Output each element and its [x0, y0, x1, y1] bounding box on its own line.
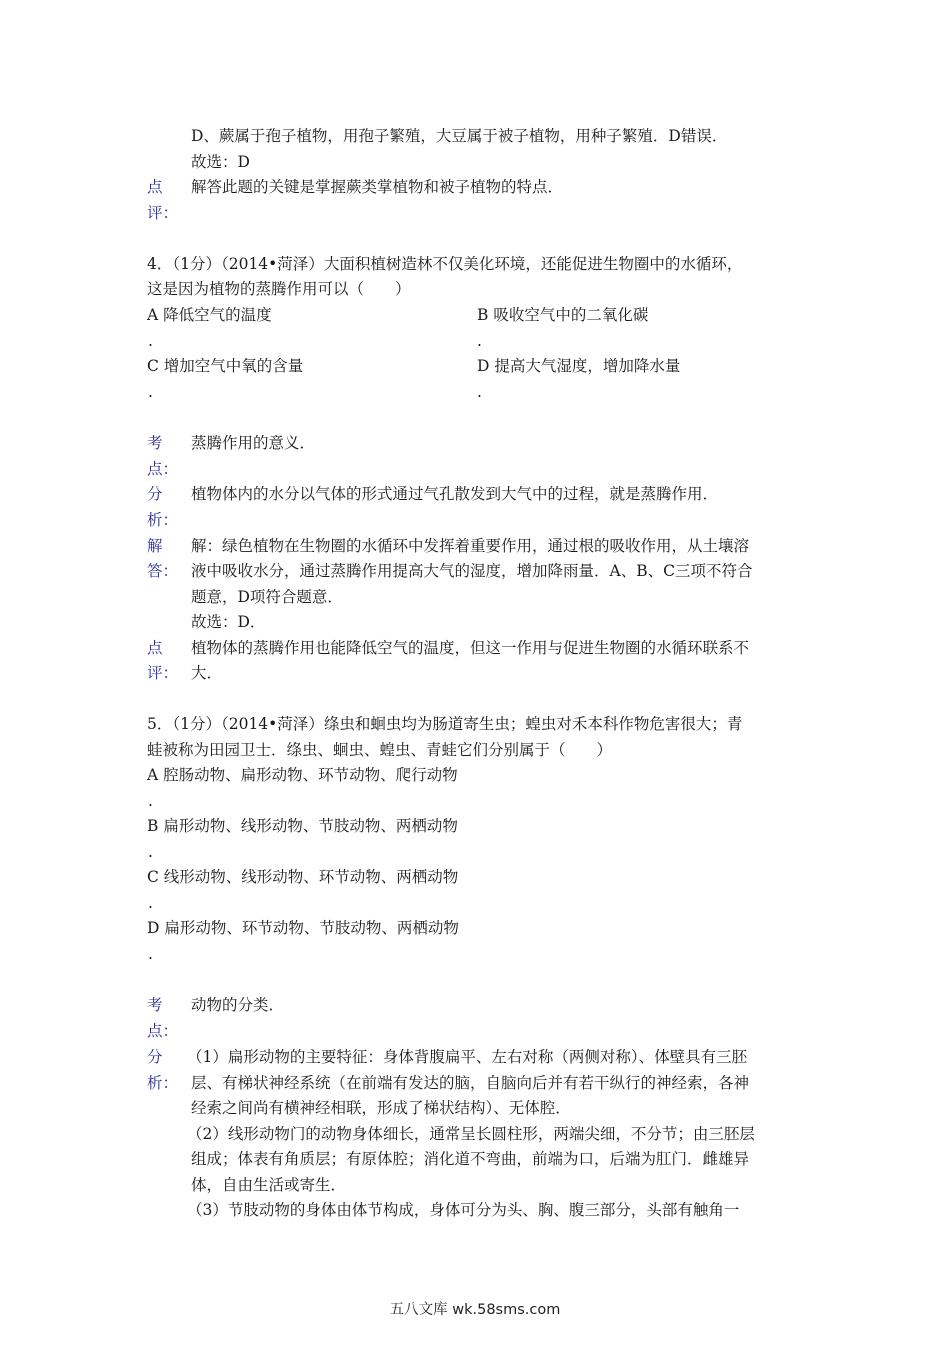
q5-option-c-dot: . — [148, 894, 153, 912]
q4-jieda-label-2: 答： — [147, 562, 179, 580]
q3-option-d-analysis: D、蕨属于孢子植物，用孢子繁殖，大豆属于被子植物，用种子繁殖．D错误． — [191, 127, 728, 145]
q3-comment: 解答此题的关键是掌握蕨类掌植物和被子植物的特点． — [191, 178, 564, 196]
q4-option-b-dot: . — [477, 332, 482, 350]
q4-stem-line-1: 4．（1分）（2014•菏泽）大面积植树造林不仅美化环境，还能促进生物圈中的水循环， — [147, 255, 743, 273]
q5-stem-line-2: 蛙被称为田园卫士．绦虫、蛔虫、蝗虫、青蛙它们分别属于（ ） — [147, 741, 613, 759]
q4-option-c-dot: . — [148, 383, 153, 401]
q5-fenxi-line-2: 层、有梯状神经系统（在前端有发达的脑，自脑向后并有若干纵行的神经索，各神 — [191, 1074, 750, 1092]
q4-fenxi: 植物体内的水分以气体的形式通过气孔散发到大气中的过程，就是蒸腾作用． — [191, 485, 719, 503]
q5-fenxi-line-4: （2）线形动物门的动物身体细长，通常呈长圆柱形，两端尖细，不分节；由三胚层 — [187, 1125, 755, 1143]
q4-kaodian: 蒸腾作用的意义． — [191, 434, 316, 452]
q4-option-d: D 提高大气湿度，增加降水量 — [477, 357, 681, 375]
q5-fenxi-line-5: 组成；体表有角质层；有原体腔；消化道不弯曲，前端为口，后端为肛门．雌雄异 — [191, 1150, 750, 1168]
q5-option-d-dot: . — [148, 945, 153, 963]
q5-fenxi-label-1: 分 — [147, 1048, 163, 1066]
q4-jieda-line-3: 题意，D项符合题意． — [191, 588, 343, 606]
q5-option-c: C 线形动物、线形动物、环节动物、两栖动物 — [147, 868, 459, 886]
q4-option-b: B 吸收空气中的二氧化碳 — [477, 306, 649, 324]
q4-option-a-dot: . — [148, 332, 153, 350]
q4-kaodian-label-2: 点： — [147, 460, 179, 478]
q4-option-d-dot: . — [477, 383, 482, 401]
q5-option-b-dot: . — [148, 843, 153, 861]
q4-jieda-line-1: 解：绿色植物在生物圈的水循环中发挥着重要作用，通过根的吸收作用，从土壤溶 — [191, 537, 750, 555]
q5-kaodian: 动物的分类． — [191, 996, 285, 1014]
q5-option-d: D 扁形动物、环节动物、节肢动物、两栖动物 — [147, 919, 459, 937]
q5-stem-line-1: 5．（1分）（2014•菏泽）绦虫和蛔虫均为肠道寄生虫；蝗虫对禾本科作物危害很大；青 — [147, 715, 743, 733]
q5-fenxi-line-1: （1）扁形动物的主要特征：身体背腹扁平、左右对称（两侧对称）、体壁具有三胚 — [187, 1048, 748, 1066]
q4-answer: 故选：D． — [191, 613, 266, 631]
q4-dianping-label-1: 点 — [147, 639, 163, 657]
q4-stem-line-2: 这是因为植物的蒸腾作用可以（ ） — [147, 280, 411, 298]
q3-comment-label-2: 评： — [147, 204, 179, 222]
q5-fenxi-line-7: （3）节肢动物的身体由体节构成，身体可分为头、胸、腹三部分，头部有触角一 — [187, 1201, 740, 1219]
q4-jieda-label-1: 解 — [147, 537, 163, 555]
q3-comment-label-1: 点 — [147, 178, 163, 196]
q4-kaodian-label-1: 考 — [147, 434, 163, 452]
q5-option-b: B 扁形动物、线形动物、节肢动物、两栖动物 — [147, 817, 458, 835]
q4-dianping-line-1: 植物体的蒸腾作用也能降低空气的温度，但这一作用与促进生物圈的水循环联系不 — [191, 639, 750, 657]
q5-option-a: A 腔肠动物、扁形动物、环节动物、爬行动物 — [147, 766, 458, 784]
q3-answer: 故选：D — [191, 153, 250, 171]
q4-option-a: A 降低空气的温度 — [147, 306, 272, 324]
q5-fenxi-label-2: 析： — [147, 1074, 179, 1092]
q4-option-c: C 增加空气中氧的含量 — [147, 357, 304, 375]
q5-option-a-dot: . — [148, 792, 153, 810]
page-footer: 五八文库 wk.58sms.com — [389, 1302, 561, 1318]
q5-fenxi-line-3: 经索之间尚有横神经相联，形成了梯状结构）、无体腔． — [191, 1099, 571, 1117]
q4-jieda-line-2: 液中吸收水分，通过蒸腾作用提高大气的湿度，增加降雨量．A、B、C三项不符合 — [191, 562, 753, 580]
q4-dianping-label-2: 评： — [147, 664, 179, 682]
q4-dianping-line-2: 大． — [191, 664, 223, 682]
q5-kaodian-label-1: 考 — [147, 996, 163, 1014]
q5-fenxi-line-6: 体，自由生活或寄生． — [191, 1176, 347, 1194]
q4-fenxi-label-2: 析： — [147, 511, 179, 529]
q4-fenxi-label-1: 分 — [147, 485, 163, 503]
q5-kaodian-label-2: 点： — [147, 1022, 179, 1040]
